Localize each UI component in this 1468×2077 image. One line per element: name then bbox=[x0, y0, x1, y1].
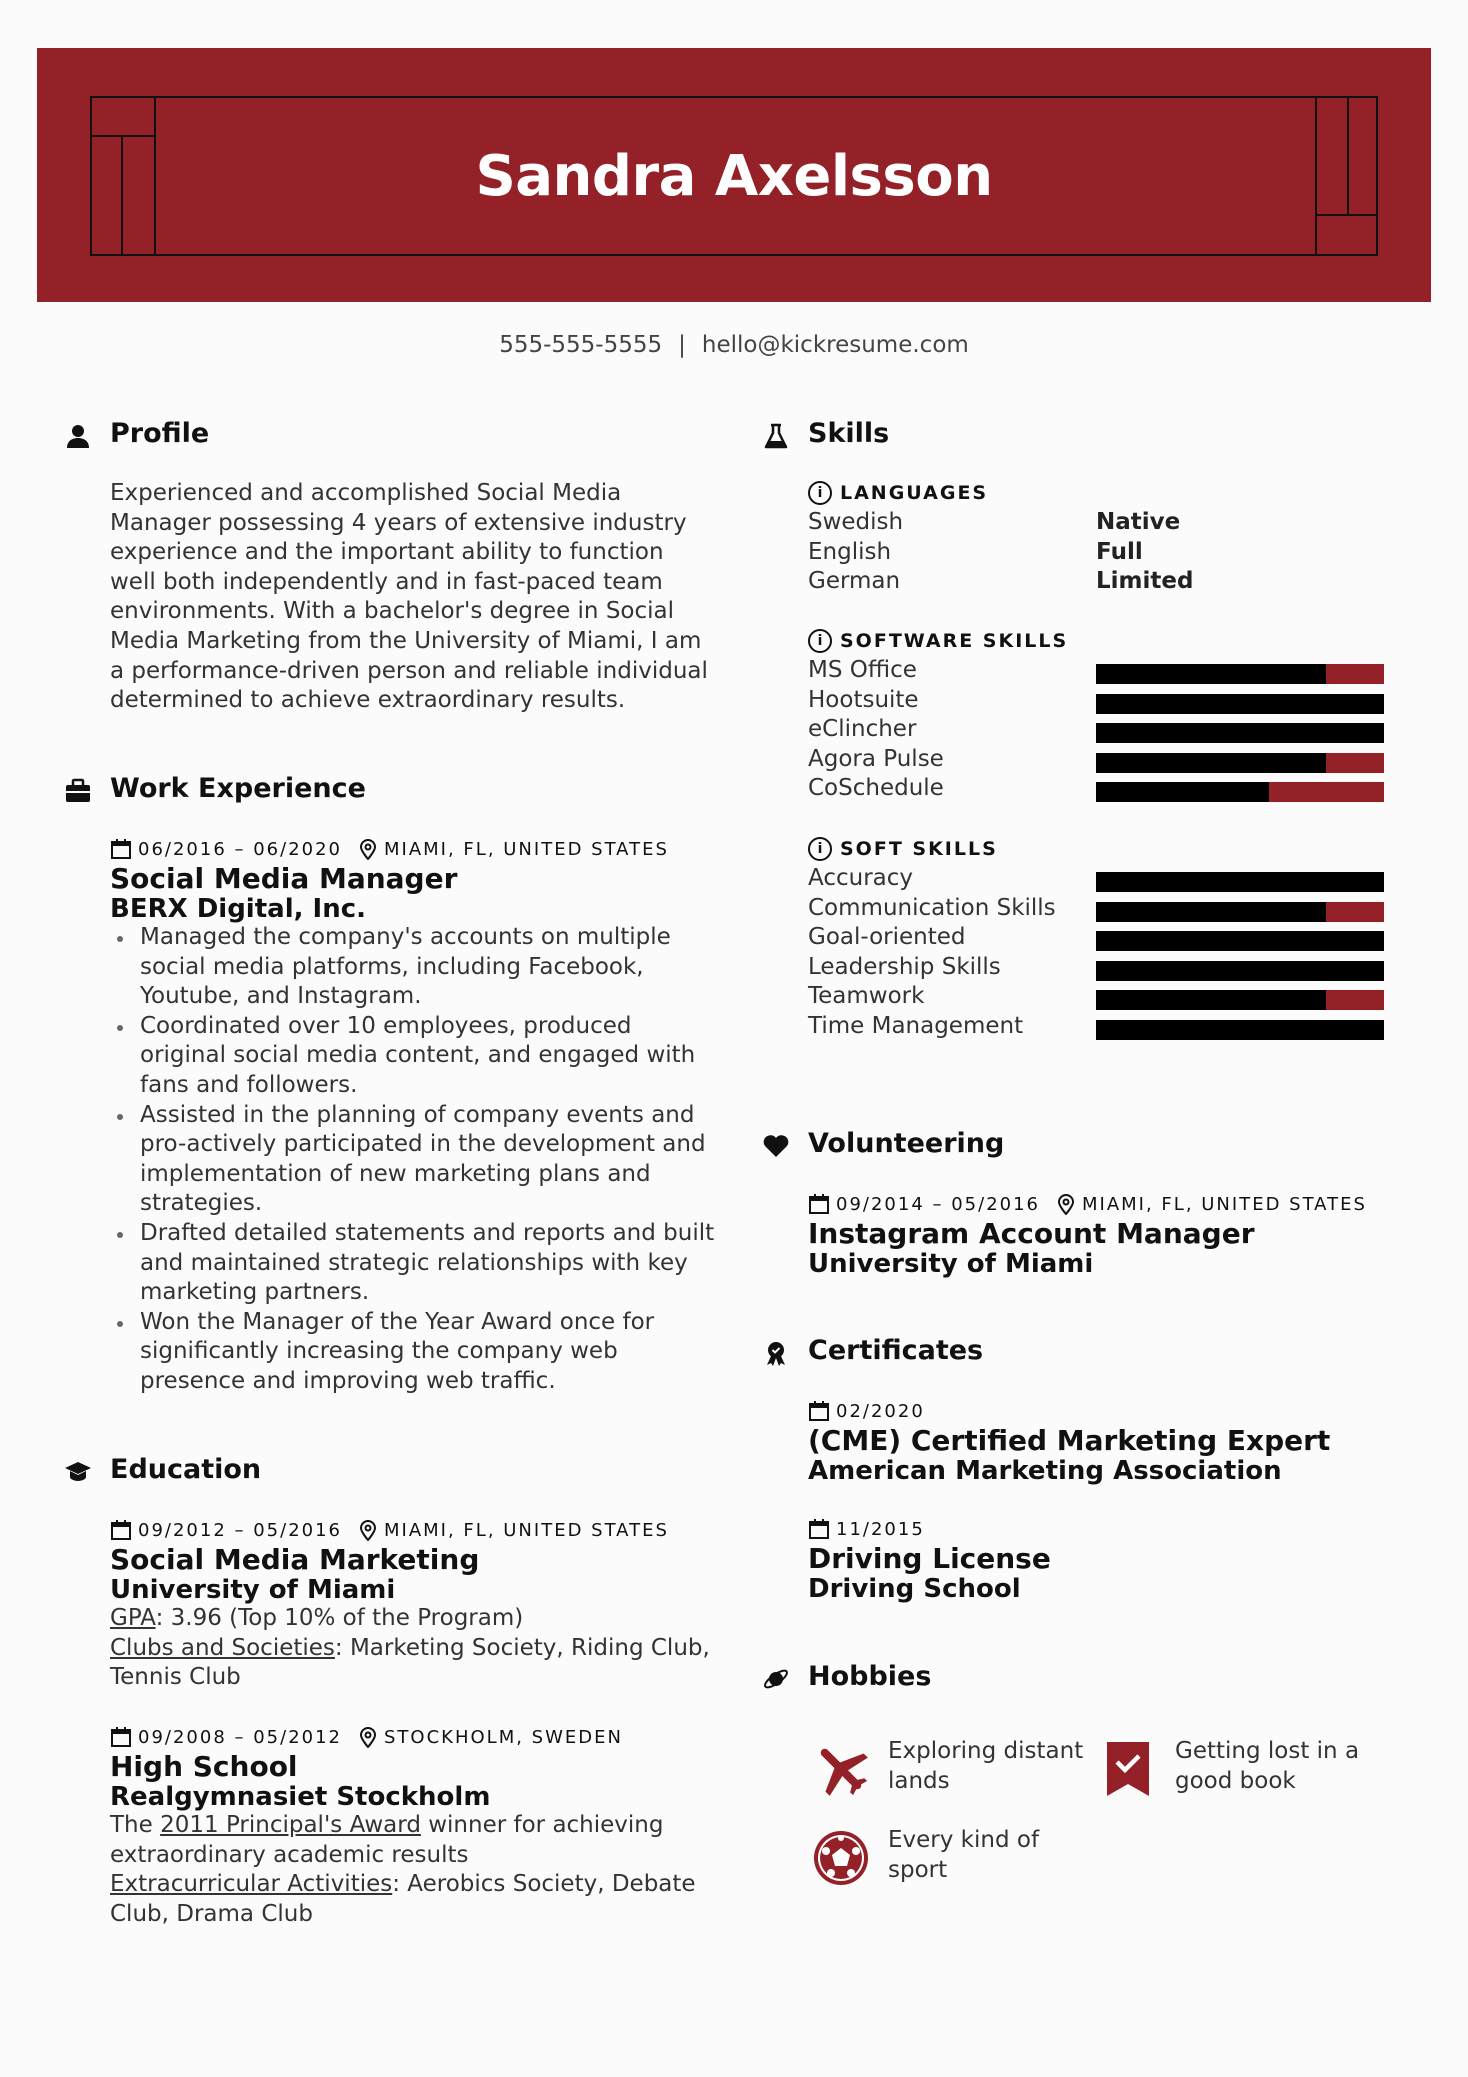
skill-row bbox=[808, 716, 1448, 746]
certificate-name-1: (CME) Certified Marketing Expert bbox=[808, 1424, 1331, 1457]
skill-level-fill bbox=[1096, 1020, 1384, 1040]
skill-row bbox=[808, 775, 1448, 805]
languages-heading: i LANGUAGES bbox=[808, 481, 988, 505]
skill-level-bar bbox=[1096, 902, 1384, 922]
list-item: Drafted detailed statements and reports and built and maintained strategic relationships with key marketing partners. bbox=[110, 1219, 730, 1308]
certificate-date-2: 11/2015 bbox=[808, 1518, 925, 1540]
soccer-ball-icon bbox=[812, 1829, 870, 1887]
skill-name: Goal-oriented bbox=[808, 924, 966, 951]
hobby-text-2: Getting lost in a good book bbox=[1175, 1738, 1360, 1794]
skill-level-bar bbox=[1096, 931, 1384, 951]
skill-level-bar bbox=[1096, 872, 1384, 892]
gpa-link[interactable]: GPA bbox=[110, 1605, 156, 1631]
info-icon: i bbox=[808, 837, 832, 861]
work-location: MIAMI, FL, UNITED STATES bbox=[384, 838, 669, 860]
education-meta-1: 09/2012 – 05/2016 MIAMI, FL, UNITED STATES bbox=[110, 1519, 669, 1541]
location-pin-icon bbox=[1056, 1193, 1076, 1215]
briefcase-icon bbox=[64, 777, 92, 805]
skill-level-fill bbox=[1096, 931, 1384, 951]
calendar-icon bbox=[808, 1193, 830, 1215]
flask-icon bbox=[762, 422, 790, 450]
info-icon: i bbox=[808, 481, 832, 505]
skill-level-fill bbox=[1096, 872, 1384, 892]
skill-level-fill bbox=[1096, 990, 1326, 1010]
person-icon bbox=[64, 422, 92, 450]
airplane-icon bbox=[812, 1740, 870, 1798]
education-details-2: The 2011 Principal's Award winner for achieving extraordinary academic results Extracurricular Activities: Aerobics Society, Debate Club, Drama Club bbox=[110, 1812, 696, 1927]
skill-row bbox=[808, 865, 1448, 895]
skill-level-bar bbox=[1096, 1020, 1384, 1040]
skill-row bbox=[808, 954, 1448, 984]
skill-level-bar bbox=[1096, 782, 1384, 802]
skill-level-fill bbox=[1096, 902, 1326, 922]
candidate-name: Sandra Axelsson bbox=[475, 143, 993, 209]
skill-row bbox=[808, 1013, 1448, 1043]
header-banner bbox=[37, 48, 1431, 302]
calendar-icon bbox=[110, 1519, 132, 1541]
certificate-issuer-2: Driving School bbox=[808, 1574, 1021, 1604]
calendar-icon bbox=[110, 1726, 132, 1748]
education-title: Education bbox=[110, 1454, 262, 1485]
skill-level-bar bbox=[1096, 694, 1384, 714]
skill-name: MS Office bbox=[808, 657, 917, 683]
education-details-1: GPA: 3.96 (Top 10% of the Program) Clubs and Societies: Marketing Society, Riding Club, Tennis Club bbox=[110, 1605, 710, 1691]
heart-icon bbox=[762, 1132, 790, 1160]
skill-row bbox=[808, 746, 1448, 776]
volunteering-role: Instagram Account Manager bbox=[808, 1217, 1255, 1250]
profile-title: Profile bbox=[110, 418, 210, 449]
education-school-2: Realgymnasiet Stockholm bbox=[110, 1782, 491, 1812]
email[interactable]: hello@kickresume.com bbox=[701, 332, 969, 358]
bookmark-check-icon bbox=[1105, 1740, 1151, 1798]
certificate-name-2: Driving License bbox=[808, 1542, 1051, 1575]
award-ribbon-icon bbox=[762, 1339, 790, 1367]
planet-icon bbox=[762, 1665, 790, 1693]
work-company: BERX Digital, Inc. bbox=[110, 894, 367, 924]
calendar-icon bbox=[808, 1518, 830, 1540]
skill-name: Communication Skills bbox=[808, 894, 1056, 921]
calendar-icon bbox=[110, 838, 132, 860]
skill-name: Time Management bbox=[808, 1013, 1024, 1039]
skill-level-fill bbox=[1096, 723, 1384, 743]
calendar-icon bbox=[808, 1400, 830, 1422]
language-row: Swedish Native bbox=[808, 509, 1181, 535]
education-degree-2: High School bbox=[110, 1750, 298, 1783]
skill-row bbox=[808, 657, 1448, 687]
skill-level-bar bbox=[1096, 990, 1384, 1010]
language-row: English Full bbox=[808, 538, 1143, 565]
skill-name: Accuracy bbox=[808, 865, 914, 891]
award-link[interactable]: 2011 Principal's Award bbox=[160, 1812, 421, 1838]
certificates-title: Certificates bbox=[808, 1335, 984, 1366]
skill-level-bar bbox=[1096, 753, 1384, 773]
list-item: Coordinated over 10 employees, produced original social media content, and engaged with fans and followers. bbox=[110, 1012, 730, 1101]
work-bullets bbox=[110, 923, 730, 1397]
location-pin-icon bbox=[358, 838, 378, 860]
list-item: Assisted in the planning of company events and pro-actively participated in the development and implementation of new marketing plans and strategies. bbox=[110, 1101, 730, 1219]
skill-name: Hootsuite bbox=[808, 686, 919, 713]
skill-name: Agora Pulse bbox=[808, 745, 944, 772]
software-heading: i SOFTWARE SKILLS bbox=[808, 629, 1068, 653]
skill-name: CoSchedule bbox=[808, 775, 944, 802]
hobby-text-3: Every kind of sport bbox=[888, 1827, 1040, 1883]
skill-name: eClincher bbox=[808, 716, 917, 743]
skills-title: Skills bbox=[808, 418, 890, 449]
skill-row bbox=[808, 983, 1448, 1013]
location-pin-icon bbox=[358, 1519, 378, 1541]
skill-name: Leadership Skills bbox=[808, 953, 1001, 980]
skill-level-fill bbox=[1096, 782, 1269, 802]
list-item: Won the Manager of the Year Award once for significantly increasing the company web presence and improving web traffic. bbox=[110, 1308, 730, 1397]
skill-level-fill bbox=[1096, 753, 1326, 773]
phone[interactable]: 555-555-5555 bbox=[499, 332, 663, 358]
volunteering-org: University of Miami bbox=[808, 1249, 1094, 1279]
certificate-date-1: 02/2020 bbox=[808, 1400, 925, 1422]
extracurricular-link[interactable]: Extracurricular Activities bbox=[110, 1871, 393, 1898]
graduation-cap-icon bbox=[64, 1458, 92, 1486]
work-date: 06/2016 – 06/2020 bbox=[138, 838, 342, 860]
skill-name: Teamwork bbox=[808, 983, 925, 1010]
hobby-text-1: Exploring distant lands bbox=[888, 1738, 1084, 1794]
education-school-1: University of Miami bbox=[110, 1575, 396, 1605]
work-meta bbox=[110, 838, 669, 860]
volunteering-meta: 09/2014 – 05/2016 MIAMI, FL, UNITED STATES bbox=[808, 1193, 1367, 1215]
clubs-link[interactable]: Clubs and Societies bbox=[110, 1634, 335, 1661]
skill-level-bar bbox=[1096, 961, 1384, 981]
skill-level-fill bbox=[1096, 664, 1326, 684]
work-role: Social Media Manager bbox=[110, 862, 458, 895]
skill-row bbox=[808, 687, 1448, 717]
location-pin-icon bbox=[358, 1726, 378, 1748]
skill-row bbox=[808, 895, 1448, 925]
profile-text: Experienced and accomplished Social Media Manager possessing 4 years of extensive industry experience and the important ability to function well both independently and in fast-paced team environments. With a bachelor's degree in Social Media Marketing from the University of Miami, I am a performance-driven person and reliable individual determined to achieve extraordinary results. bbox=[110, 480, 708, 714]
education-degree-1: Social Media Marketing bbox=[110, 1543, 480, 1576]
skill-row bbox=[808, 924, 1448, 954]
skill-level-fill bbox=[1096, 961, 1384, 981]
volunteering-title: Volunteering bbox=[808, 1128, 1005, 1159]
work-title: Work Experience bbox=[110, 773, 366, 804]
skill-level-bar bbox=[1096, 723, 1384, 743]
skill-level-fill bbox=[1096, 694, 1384, 714]
language-row: German Limited bbox=[808, 568, 1194, 595]
soft-skills-heading: i SOFT SKILLS bbox=[808, 837, 998, 861]
header-frame bbox=[90, 96, 1378, 256]
certificate-issuer-1: American Marketing Association bbox=[808, 1456, 1282, 1486]
info-icon: i bbox=[808, 629, 832, 653]
contact-line: 555-555-5555 | hello@kickresume.com bbox=[499, 332, 969, 358]
education-meta-2: 09/2008 – 05/2012 STOCKHOLM, SWEDEN bbox=[110, 1726, 623, 1748]
list-item: Managed the company's accounts on multiple social media platforms, including Facebook, Youtube, and Instagram. bbox=[110, 923, 730, 1012]
hobbies-title: Hobbies bbox=[808, 1661, 932, 1692]
skill-level-bar bbox=[1096, 664, 1384, 684]
